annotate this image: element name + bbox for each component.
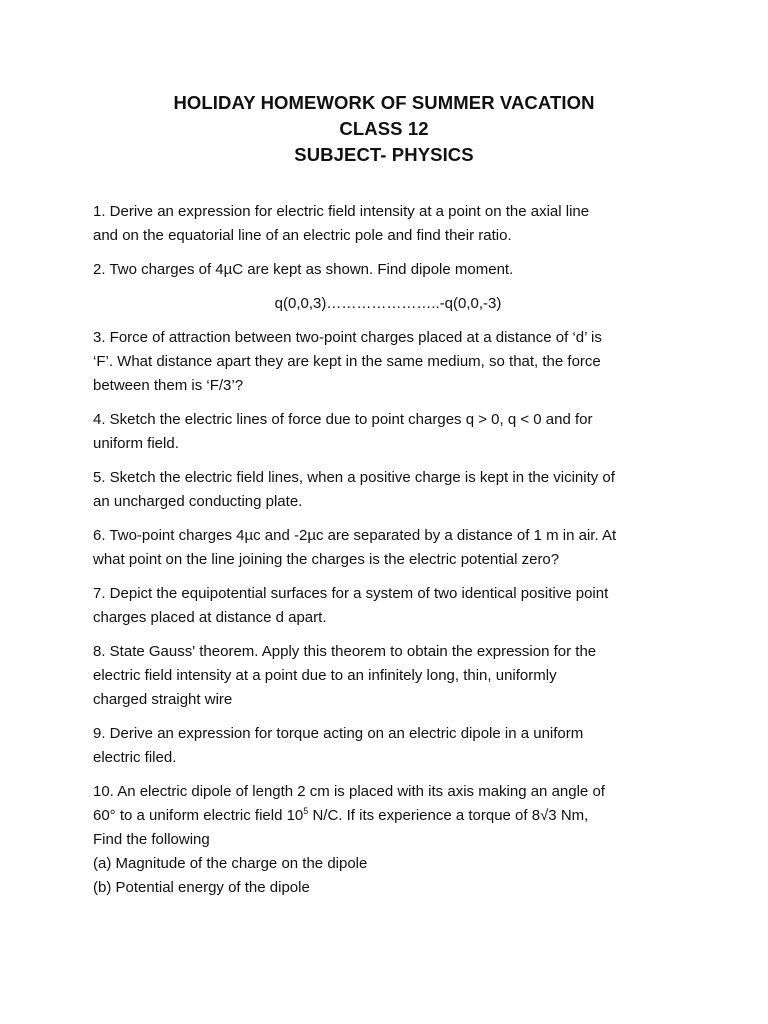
question-9 — [93, 722, 683, 770]
question-10 — [93, 780, 683, 900]
question-9-line-2: electric filed. — [93, 749, 177, 766]
question-10-line-2 — [93, 804, 683, 828]
question-5-line-1: 5. Sketch the electric field lines, when a positive charge is kept in the vicinity of — [93, 469, 615, 486]
question-5-line-2: an uncharged conducting plate. — [93, 493, 303, 510]
question-3-line-1: 3. Force of attraction between two-point charges placed at a distance of ‘d’ is — [93, 329, 602, 346]
question-1 — [93, 200, 683, 248]
question-2-line-1: 2. Two charges of 4µC are kept as shown. Find dipole moment. — [93, 261, 514, 278]
question-7-line-2: charges placed at distance d apart. — [93, 609, 327, 626]
question-3-line-2: ‘F’. What distance apart they are kept in the same medium, so that, the force — [93, 353, 601, 370]
document-title: HOLIDAY HOMEWORK OF SUMMER VACATION — [173, 92, 595, 113]
question-8-line-3: charged straight wire — [93, 691, 233, 708]
subject-label: SUBJECT- PHYSICS — [294, 144, 474, 165]
question-7 — [93, 582, 683, 630]
question-6 — [93, 524, 683, 572]
question-6-line-2: what point on the line joining the charges is the electric potential zero? — [93, 551, 560, 568]
question-9-line-1: 9. Derive an expression for torque acting on an electric dipole in a uniform — [93, 725, 584, 742]
question-4-line-2: uniform field. — [93, 435, 179, 452]
field-exponent: 5 — [303, 806, 309, 816]
question-1-line-2: and on the equatorial line of an electric pole and find their ratio. — [93, 227, 512, 244]
question-10-part-b: (b) Potential energy of the dipole — [93, 879, 310, 896]
document-header — [0, 90, 768, 168]
question-8-line-1: 8. State Gauss' theorem. Apply this theorem to obtain the expression for the — [93, 643, 597, 660]
question-8-line-2: electric field intensity at a point due to an infinitely long, thin, uniformly — [93, 667, 557, 684]
question-10-part-a: (a) Magnitude of the charge on the dipole — [93, 855, 368, 872]
question-2 — [93, 258, 683, 282]
question-10-line-2-start: 60° to a uniform electric field 10 — [93, 807, 304, 824]
class-label: CLASS 12 — [339, 118, 429, 139]
question-3 — [93, 326, 683, 398]
question-6-line-1: 6. Two-point charges 4µc and -2µc are separated by a distance of 1 m in air. At — [93, 527, 617, 544]
question-5 — [93, 466, 683, 514]
question-10-line-1: 10. An electric dipole of length 2 cm is placed with its axis making an angle of — [93, 783, 605, 800]
question-list — [93, 200, 683, 910]
question-7-line-1: 7. Depict the equipotential surfaces for a system of two identical positive point — [93, 585, 609, 602]
question-3-line-3: between them is ‘F/3’? — [93, 377, 244, 394]
question-1-line-1: 1. Derive an expression for electric field intensity at a point on the axial line — [93, 203, 590, 220]
question-4 — [93, 408, 683, 456]
question-8 — [93, 640, 683, 712]
question-10-line-3: Find the following — [93, 831, 210, 848]
question-2-charge-arrangement: q(0,0,3)…………………..-q(0,0,-3) — [274, 295, 502, 312]
question-4-line-1: 4. Sketch the electric lines of force due to point charges q > 0, q < 0 and for — [93, 411, 593, 428]
question-10-line-2-end: N/C. If its experience a torque of 8√3 Nm, — [308, 807, 589, 824]
